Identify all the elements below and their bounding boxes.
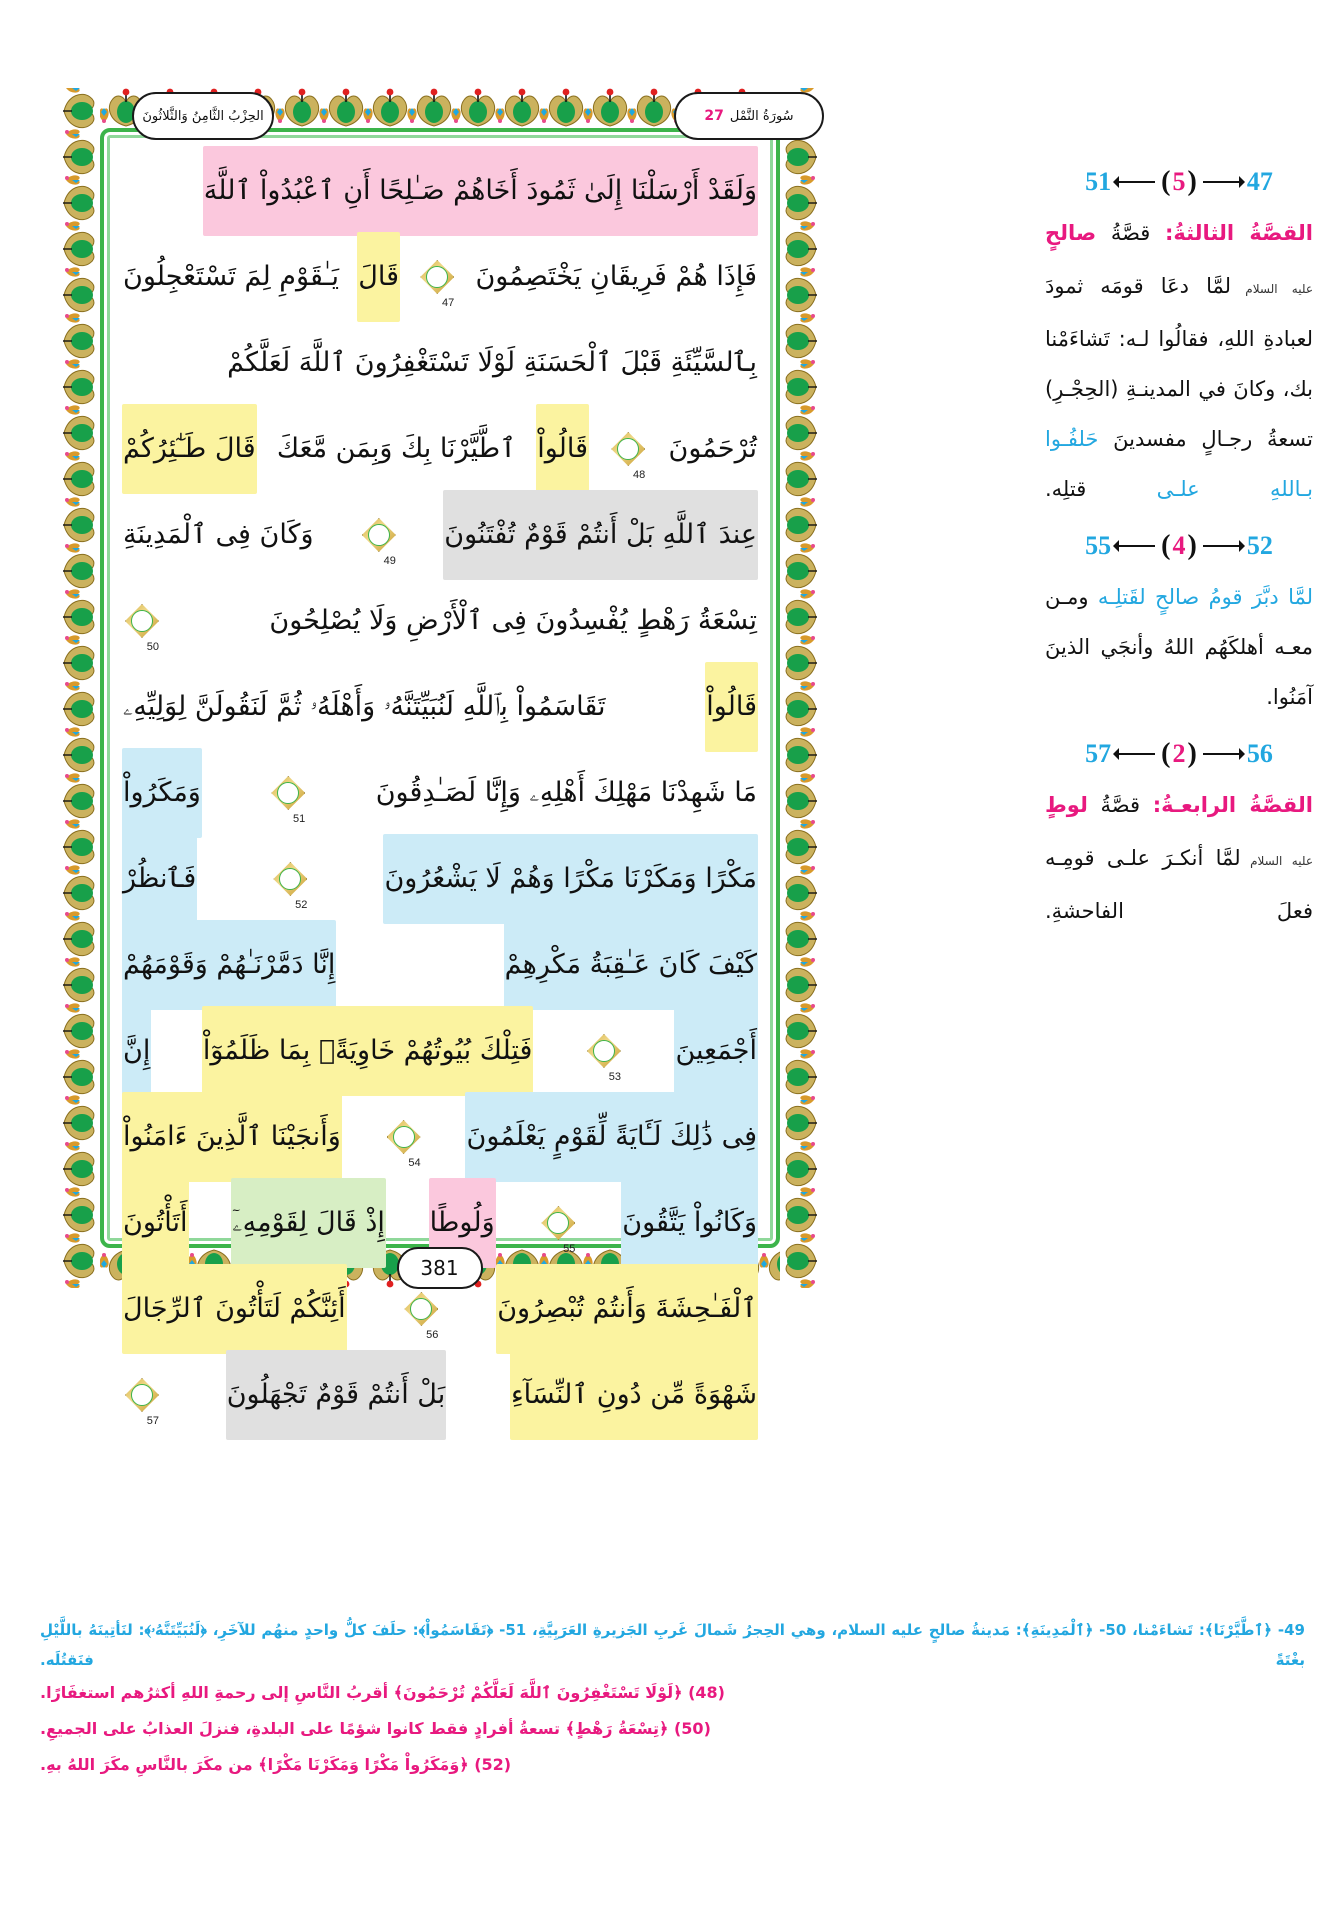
footnote-blue-line: 49- ﴿ٱطَّيَّرْنَا﴾: تَشاءَمْنا، 50- ﴿ٱلْمَدِينَةِ﴾: مَدينةُ صالحٍ عليه السلام، وهي الحِجرُ شَمالَ غَربِ الجَزيرةِ العَرَبِيَّةِ، 51- ﴿تَقَاسَمُواْ﴾: حلَفَ كلُّ واحدٍ منهُم للآخَرِ، ﴿لَنُبَيِّتَنَّهُۥ﴾: لنَأتِينَهُ باللَّيْلِ بغْتَةً فنَقتُلَه. xyxy=(40,1621,1305,1669)
arrow-right-icon xyxy=(1199,747,1245,761)
ayah-number: 49 xyxy=(383,555,396,567)
ayah-ring xyxy=(368,524,390,546)
quran-line xyxy=(122,1008,758,1094)
ayah-number: 50 xyxy=(146,641,159,653)
sidebar-text-run: قصَّةُ xyxy=(1087,793,1153,817)
quran-text-segment: وَلَقَدْ أَرْسَلْنَا إِلَىٰ ثَمُودَ أَخَاهُمْ صَـٰلِحًا أَنِ ٱعْبُدُواْ ٱللَّهَ xyxy=(203,146,758,236)
ayah-ring xyxy=(393,1126,415,1148)
page-number: 381 xyxy=(397,1247,483,1289)
quran-text-segment: فَتِلْكَ بُيُوتُهُمْ خَاوِيَةًۢ بِمَا ظَلَمُوٓاْ xyxy=(202,1006,534,1096)
arrow-right-icon xyxy=(1199,539,1245,553)
range-count: 2 xyxy=(1172,739,1186,768)
ayah-ring xyxy=(131,610,153,632)
quran-text-segment: قَالَ طَـٰٓئِرُكُمْ xyxy=(122,404,257,494)
arrow-left-icon xyxy=(1113,175,1159,189)
quran-text-segment: وَأَنجَيْنَا ٱلَّذِينَ ءَامَنُواْ xyxy=(122,1092,342,1182)
sidebar-text-run: لقَتلِـه xyxy=(1097,585,1146,609)
ayah-ring xyxy=(426,266,448,288)
ayah-number: 54 xyxy=(408,1157,421,1169)
ayah-number: 48 xyxy=(633,469,646,481)
paren-close: ) xyxy=(1187,166,1197,197)
quran-text-segment: وَكَانَ فِى ٱلْمَدِينَةِ xyxy=(123,519,314,550)
verse-range-indicator xyxy=(1045,166,1313,198)
quran-text-segment: مَكْرًا وَمَكَرْنَا مَكْرًا وَهُمْ لَا يَشْعُرُونَ xyxy=(383,834,758,924)
ayah-number: 56 xyxy=(426,1329,439,1341)
quran-line xyxy=(122,1352,758,1438)
sidebar-text-run: قتلِه. xyxy=(1045,477,1157,501)
ayah-number: 52 xyxy=(295,899,308,911)
range-to: 51 xyxy=(1085,167,1112,196)
arrow-left-icon xyxy=(1113,539,1159,553)
surah-number: 27 xyxy=(704,108,724,124)
hizb-label xyxy=(132,92,274,140)
ayah-marker[interactable] xyxy=(125,604,159,653)
ayah-marker[interactable] xyxy=(611,432,646,481)
quran-line xyxy=(122,836,758,922)
ayah-number: 57 xyxy=(146,1415,159,1427)
range-from: 56 xyxy=(1246,739,1273,768)
sidebar-paragraph xyxy=(1045,208,1313,514)
ayah-number: 47 xyxy=(441,297,455,309)
ayah-number: 55 xyxy=(563,1243,576,1255)
ayah-marker[interactable] xyxy=(587,1034,621,1083)
sidebar-paragraph xyxy=(1045,780,1313,936)
quran-line xyxy=(122,1094,758,1180)
verse-range-indicator xyxy=(1045,738,1313,770)
range-to: 55 xyxy=(1085,531,1112,560)
range-count: 4 xyxy=(1172,531,1186,560)
quran-text-segment: إِنَّا دَمَّرْنَـٰهُمْ وَقَوْمَهُمْ xyxy=(122,920,336,1010)
quran-text-segment: ٱطَّيَّرْنَا بِكَ وَبِمَن مَّعَكَ xyxy=(276,433,516,464)
quran-text-segment: فَٱنظُرْ xyxy=(122,834,197,924)
sidebar-text-run: قصَّةُ xyxy=(1096,221,1165,245)
ayah-ring xyxy=(131,1384,153,1406)
quran-text-segment: أَجْمَعِينَ xyxy=(674,1006,758,1096)
sidebar-text-run: حَلفُـوا بـاللهِ علـى xyxy=(1045,427,1313,501)
footnotes xyxy=(40,1615,1305,1783)
surah-name: سُورَةُ النَّمْل xyxy=(729,108,794,124)
sidebar-paragraph xyxy=(1045,572,1313,722)
footnotes-pink xyxy=(40,1675,1305,1783)
sidebar-text-run: ومـن معـه أهلكَهُم اللهُ وأنجَي الذينَ آمَنُوا. xyxy=(1045,585,1313,709)
ayah-marker[interactable] xyxy=(420,260,455,309)
quran-text-segment: يَـٰقَوْمِ لِمَ تَسْتَعْجِلُونَ xyxy=(123,261,340,292)
quran-text-segment: فَإِذَا هُمْ فَرِيقَانِ يَخْتَصِمُونَ xyxy=(475,261,757,292)
ayah-marker[interactable] xyxy=(387,1120,421,1169)
quran-text-segment: ٱلْفَـٰحِشَةَ وَأَنتُمْ تُبْصِرُونَ xyxy=(496,1264,758,1354)
quran-line xyxy=(122,922,758,1008)
ayah-ring xyxy=(277,782,299,804)
sidebar-text-run: القصَّةُ الثالثةُ: xyxy=(1164,221,1313,245)
paren-close: ) xyxy=(1187,738,1197,769)
footnote-pink-line: (48) ﴿لَوْلَا تَسْتَغْفِرُونَ ٱللَّهَ لَعَلَّكُمْ تُرْحَمُونَ﴾ أقربُ النَّاسِ إلى رحمةِ اللهِ أكثرُهم استغفَارًا. xyxy=(40,1683,725,1702)
paren-close: ) xyxy=(1187,530,1197,561)
thematic-sidebar xyxy=(1045,150,1313,942)
sidebar-text-run: لمَّا أنكـرَ علـى قومِـه فعلَ الفاحشةِ. xyxy=(1045,846,1313,923)
paren-open: ( xyxy=(1161,530,1171,561)
quran-text-segment: شَهْوَةً مِّن دُونِ ٱلنِّسَآءِ xyxy=(510,1350,758,1440)
paren-open: ( xyxy=(1161,166,1171,197)
quran-text-segment: إِنَّ xyxy=(122,1006,151,1096)
sidebar-text-run: لوطٍ xyxy=(1045,793,1088,817)
quran-text-segment: أَئِنَّكُمْ لَتَأْتُونَ ٱلرِّجَالَ xyxy=(122,1264,347,1354)
quran-text-segment: وَمَكَرُواْ xyxy=(122,748,202,838)
sidebar-text-run: القصَّةُ الرابعـةُ: xyxy=(1152,793,1313,817)
range-count: 5 xyxy=(1172,167,1186,196)
ayah-ring xyxy=(547,1212,569,1234)
border-right-ornament xyxy=(780,88,820,1288)
quran-line xyxy=(122,664,758,750)
ayah-marker[interactable] xyxy=(125,1378,159,1427)
quran-text-segment: عِندَ ٱللَّهِ بَلْ أَنتُمْ قَوْمٌ تُفْتَنُونَ xyxy=(443,490,758,580)
sidebar-text-run: عليه السلام xyxy=(1231,282,1313,296)
ayah-ring xyxy=(279,868,301,890)
range-from: 52 xyxy=(1246,531,1273,560)
arrow-left-icon xyxy=(1113,747,1159,761)
quran-line xyxy=(122,406,758,492)
ayah-number: 51 xyxy=(293,813,306,825)
quran-text-segment: إِذْ قَالَ لِقَوْمِهِۦٓ xyxy=(231,1178,385,1268)
quran-text-segment: تَقَاسَمُواْ بِٱللَّهِ لَنُبَيِّتَنَّهُۥ وَأَهْلَهُۥ ثُمَّ لَنَقُولَنَّ لِوَلِيِّهِۦ xyxy=(123,691,606,722)
ayah-ring xyxy=(593,1040,615,1062)
footnotes-blue xyxy=(40,1615,1305,1675)
quran-text-segment: بَلْ أَنتُمْ قَوْمٌ تَجْهَلُونَ xyxy=(226,1350,447,1440)
surah-label xyxy=(674,92,824,140)
border-left-ornament xyxy=(60,88,100,1288)
ayah-number: 53 xyxy=(608,1071,621,1083)
ayah-ring xyxy=(410,1298,432,1320)
ayah-ring xyxy=(617,438,639,460)
quran-text-segment: وَكَانُواْ يَتَّقُونَ xyxy=(621,1178,758,1268)
quran-text-segment: مَا شَهِدْنَا مَهْلِكَ أَهْلِهِۦ وَإِنَّا لَصَـٰدِقُونَ xyxy=(375,777,757,808)
ayah-marker[interactable] xyxy=(404,1292,439,1341)
quran-text-segment: قَالُواْ xyxy=(536,404,589,494)
quran-text-segment: كَيْفَ كَانَ عَـٰقِبَةُ مَكْرِهِمْ xyxy=(504,920,758,1010)
quran-line xyxy=(122,750,758,836)
quran-line xyxy=(122,492,758,578)
sidebar-text-run: لمَّا دعَا قومَه ثمودَ لعبادةِ اللهِ، فقالُوا لـه: تَشاءَمْنا بك، وكانَ في المدينـةِ (الحِجْـرِ) تسعةُ رجـالٍ مفسدينَ xyxy=(1045,274,1313,451)
ayah-marker[interactable] xyxy=(273,862,308,911)
sidebar-text-run: عليه السلام xyxy=(1240,854,1313,868)
quran-text-segment: بِٱلسَّيِّئَةِ قَبْلَ ٱلْحَسَنَةِ لَوْلَا تَسْتَغْفِرُونَ ٱللَّهَ لَعَلَّكُمْ xyxy=(227,347,757,378)
footnote-pink-line: (50) ﴿تِسْعَةُ رَهْطٍ﴾ تسعةُ أفرادٍ فقط كانوا شؤمًا على البلدةِ، فنزلَ العذابُ على الجميعِ. xyxy=(40,1719,711,1738)
quran-text-segment: قَالَ xyxy=(357,232,400,322)
range-from: 47 xyxy=(1246,167,1273,196)
quran-text-segment: تِسْعَةُ رَهْطٍ يُفْسِدُونَ فِى ٱلْأَرْضِ وَلَا يُصْلِحُونَ xyxy=(269,605,757,636)
ayah-marker[interactable] xyxy=(362,518,396,567)
quran-text-segment: وَلُوطًا xyxy=(429,1178,496,1268)
verse-range-indicator xyxy=(1045,530,1313,562)
quran-line xyxy=(122,578,758,664)
quran-text-segment: فِى ذَٰلِكَ لَـَٔايَةً لِّقَوْمٍ يَعْلَمُونَ xyxy=(465,1092,758,1182)
ayah-marker[interactable] xyxy=(541,1206,576,1255)
hizb-label-text: الحِزْبُ الثَّامِنُ وَالثَّلاثُونَ xyxy=(142,108,264,124)
quran-text-segment: أَتَأْتُونَ xyxy=(122,1178,189,1268)
quran-line xyxy=(122,234,758,320)
quran-text-segment: قَالُواْ xyxy=(705,662,758,752)
quran-line xyxy=(122,148,758,234)
quran-text-segment: تُرْحَمُونَ xyxy=(668,433,757,464)
quran-line xyxy=(122,320,758,406)
footnote-pink-line: (52) ﴿وَمَكَرُواْ مَكْرًا وَمَكَرْنَا مَكْرًا﴾ من مكَرَ بالنَّاسِ مكَرَ اللهُ بهِ. xyxy=(40,1755,512,1774)
sidebar-text-run: صالحٍ xyxy=(1045,221,1097,245)
paren-open: ( xyxy=(1161,738,1171,769)
sidebar-text-run: لمَّا دبَّرَ قومُ صالحٍ xyxy=(1145,585,1314,609)
range-to: 57 xyxy=(1085,739,1112,768)
arrow-right-icon xyxy=(1199,175,1245,189)
ayah-marker[interactable] xyxy=(271,776,306,825)
